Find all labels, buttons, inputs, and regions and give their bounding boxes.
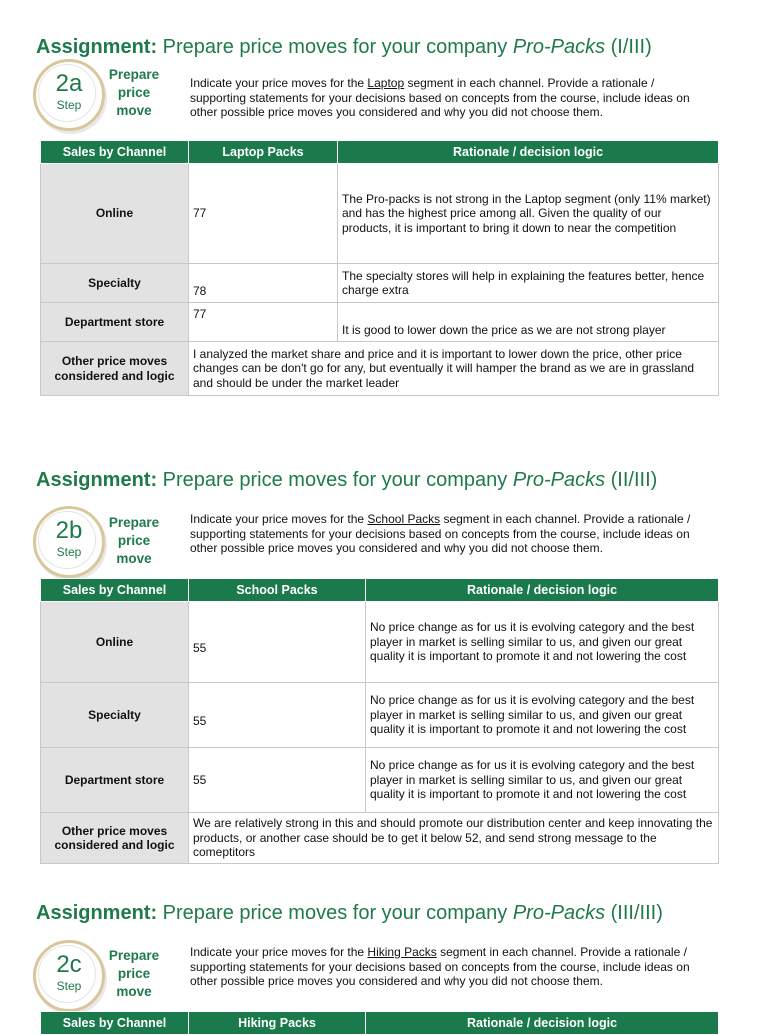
channel-cell: Department store: [41, 303, 189, 342]
channel-cell: Online: [41, 602, 189, 683]
step-badge: [33, 506, 105, 578]
rationale-cell: No price change as for us it is evolving category and the best player in market is selling similar to us, and given our great quality it is important to promote it and not lowering the cost: [366, 683, 719, 748]
table-row: [41, 303, 719, 342]
step-number: 2a: [55, 70, 83, 97]
other-moves-label: Other price moves considered and logic: [41, 342, 189, 396]
rationale-cell: It is good to lower down the price as we are not strong player: [338, 303, 719, 342]
step-word: Step: [56, 979, 82, 993]
price-moves-table: [40, 1011, 719, 1035]
assignment-heading: Assignment: Prepare price moves for your company Pro-Packs (III/III): [36, 902, 663, 924]
instructions-text: Indicate your price moves for the School Packs segment in each channel. Provide a rationale / supporting statements for your decisions based on concepts from the course, include ideas on other possible price moves you considered and why you did not choose them.: [190, 512, 691, 555]
price-cell: 55: [189, 748, 366, 813]
price-cell: 77: [189, 164, 338, 264]
assignment-heading: Assignment: Prepare price moves for your company Pro-Packs (II/III): [36, 469, 658, 491]
table-row: [41, 602, 719, 683]
table-row-other: [41, 342, 719, 396]
table-header-row: [41, 579, 719, 602]
step-label: Prepare price move: [108, 515, 160, 566]
column-header: Sales by Channel: [41, 1012, 189, 1035]
column-header: Hiking Packs: [189, 1012, 366, 1035]
column-header: Rationale / decision logic: [338, 141, 719, 164]
rationale-cell: No price change as for us it is evolving category and the best player in market is selling similar to us, and given our great quality it is important to promote it and not lowering the cost: [366, 748, 719, 813]
table-row: [41, 264, 719, 303]
other-moves-text: We are relatively strong in this and should promote our distribution center and keep innovating the products, or another case should be to get it below 52, and send strong message to the comeptitors: [189, 813, 719, 864]
assignment-heading: Assignment: Prepare price moves for your company Pro-Packs (I/III): [36, 36, 652, 58]
channel-cell: Specialty: [41, 683, 189, 748]
step-number: 2b: [55, 517, 83, 544]
price-cell: 55: [189, 602, 366, 683]
rationale-cell: No price change as for us it is evolving category and the best player in market is selling similar to us, and given our great quality it is important to promote it and not lowering the cost: [366, 602, 719, 683]
column-header: Laptop Packs: [189, 141, 338, 164]
instructions-text: Indicate your price moves for the Laptop segment in each channel. Provide a rationale / supporting statements for your decisions based on concepts from the course, include ideas on other possible price moves you considered and why you did not choose them.: [190, 76, 690, 119]
channel-cell: Department store: [41, 748, 189, 813]
table-header-row: [41, 1012, 719, 1035]
step-badge: [33, 59, 105, 131]
price-cell: 77: [189, 303, 338, 342]
channel-cell: Online: [41, 164, 189, 264]
price-cell: 55: [189, 683, 366, 748]
table-header-row: [41, 141, 719, 164]
column-header: Rationale / decision logic: [366, 1012, 719, 1035]
segment-name: Laptop: [367, 76, 405, 90]
step-word: Step: [56, 98, 82, 112]
step-label: Prepare price move: [108, 948, 160, 999]
step-word: Step: [56, 545, 82, 559]
instructions-text: Indicate your price moves for the Hiking Packs segment in each channel. Provide a rationale / supporting statements for your decisions based on concepts from the course, include ideas on other possible price moves you considered and why you did not choose them.: [190, 945, 690, 988]
column-header: Sales by Channel: [41, 579, 189, 602]
other-moves-text: I analyzed the market share and price and it is important to lower down the price, other price changes can be don't go for any, but eventually it will hamper the brand as we are in grassland and should be under the market leader: [189, 342, 719, 396]
price-cell: 78: [189, 264, 338, 303]
table-row: [41, 748, 719, 813]
column-header: Sales by Channel: [41, 141, 189, 164]
step-label: Prepare price move: [108, 67, 160, 118]
segment-name: Hiking Packs: [367, 945, 437, 959]
column-header: Rationale / decision logic: [366, 579, 719, 602]
channel-cell: Specialty: [41, 264, 189, 303]
segment-name: School Packs: [367, 512, 441, 526]
step-badge: [33, 940, 105, 1012]
price-moves-table: [40, 578, 719, 864]
step-number: 2c: [56, 951, 82, 978]
price-moves-table: [40, 140, 719, 396]
table-row-other: [41, 813, 719, 864]
table-row: [41, 164, 719, 264]
table-row: [41, 683, 719, 748]
rationale-cell: The specialty stores will help in explaining the features better, hence charge extra: [338, 264, 719, 303]
rationale-cell: The Pro-packs is not strong in the Laptop segment (only 11% market) and has the highest price among all. Given the quality of our products, it is important to bring it down to near the competition: [338, 164, 719, 264]
column-header: School Packs: [189, 579, 366, 602]
other-moves-label: Other price moves considered and logic: [41, 813, 189, 864]
